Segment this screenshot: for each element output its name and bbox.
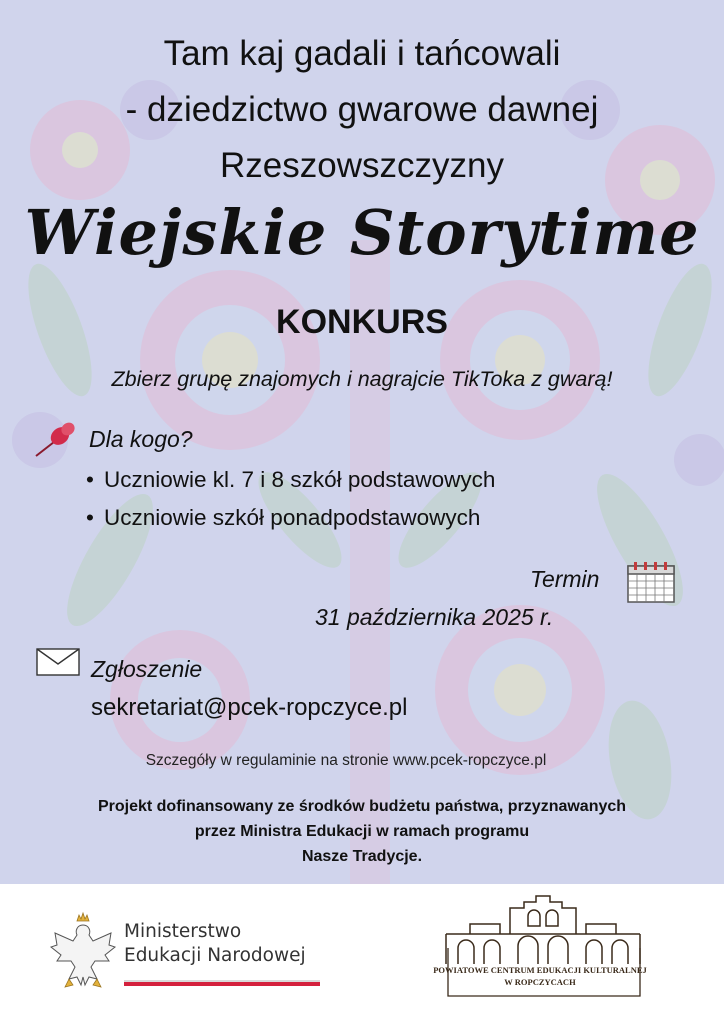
for-whom-label: Dla kogo? [89, 426, 193, 452]
pcek-name-line-1: POWIATOWE CENTRUM EDUKACJI KULTURALNEJ [433, 965, 647, 975]
funding-line-2: przez Ministra Edukacji w ramach programu [194, 823, 530, 840]
contest-label: KONKURS [276, 303, 448, 341]
list-item: • Uczniowie kl. 7 i 8 szkół podstawowych [86, 461, 495, 499]
ministry-name-line-2: Edukacji Narodowej [124, 945, 306, 966]
headline-line-2: - dziedzictwo gwarowe dawnej [125, 90, 599, 129]
pcek-name-line-2: W ROPCZYCACH [504, 977, 576, 987]
headline-line-1: Tam kaj gadali i tańcowali [163, 34, 561, 73]
submission-label: Zgłoszenie [91, 656, 203, 682]
list-item: • Uczniowie szkół ponadpodstawowych [86, 499, 495, 537]
footer [0, 884, 724, 1024]
submission-email[interactable]: sekretariat@pcek-ropczyce.pl [91, 694, 408, 721]
funding-line-1: Projekt dofinansowany ze środków budżetu państwa, przyznawanych [97, 798, 627, 815]
funding-line-3: Nasze Tradycje. [301, 848, 423, 865]
ministry-name [124, 920, 306, 968]
calendar-icon [624, 560, 678, 604]
deadline-date: 31 października 2025 r. [315, 604, 554, 630]
flag-bar [124, 980, 320, 986]
headline [0, 26, 724, 194]
tagline: Zbierz grupę znajomych i nagrajcie TikToka z gwarą! [111, 367, 613, 391]
audience-list [86, 461, 495, 537]
script-title: Wiejskie Storytime [24, 196, 700, 269]
headline-line-3: Rzeszowszczyzny [220, 146, 504, 185]
envelope-icon [36, 648, 80, 676]
pushpin-icon [32, 420, 80, 460]
polish-eagle-emblem [47, 911, 119, 989]
funding-note [0, 794, 724, 869]
deadline-label: Termin [530, 566, 600, 592]
ministry-name-line-1: Ministerstwo [124, 921, 242, 942]
pcek-name [420, 964, 660, 988]
details-text: Szczegóły w regulaminie na stronie www.pcek-ropczyce.pl [145, 752, 547, 769]
